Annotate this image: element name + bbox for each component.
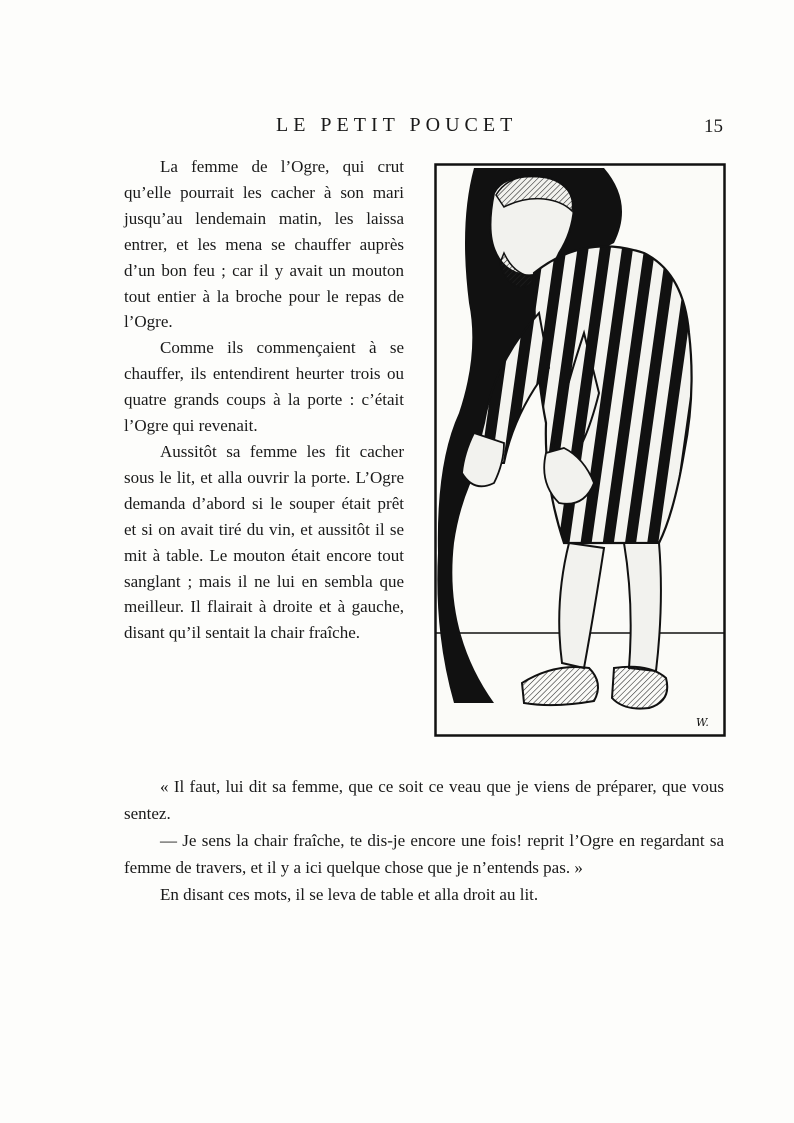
running-header: [0, 114, 794, 140]
running-title: LE PETIT POUCET: [276, 114, 518, 136]
paragraph: « Il faut, lui dit sa femme, que ce soit ce veau que je viens de préparer, que vous sentez.: [124, 777, 724, 823]
paragraph: Aussitôt sa femme les fit cacher sous le lit, et alla ouvrir la porte. L’Ogre demanda d’abord si le souper était prêt et si on avait tiré du vin, et aussitôt il se mit à table. Le mouton était encore tout sanglant ; mais il ne lui en sembla que meilleur. Il flairait à droite et à gauche, disant qu’il sentait la chair fraîche.: [124, 441, 404, 643]
paragraph: — Je sens la chair fraîche, te dis-je encore une fois! reprit l’Ogre en regardant sa femme de travers, et il y a ici quelque chose que je n’entends pas. »: [124, 831, 724, 877]
full-width-text: [124, 773, 724, 908]
ogre-drawing: [434, 163, 726, 737]
page-number: 15: [704, 116, 723, 137]
ogre-illustration: [434, 163, 726, 737]
paragraph: La femme de l’Ogre, qui crut qu’elle pourrait les cacher à son mari jusqu’au lendemain matin, les laissa entrer, et les mena se chauffer auprès d’un bon feu ; car il y avait un mouton tout entier à la broche pour le repas de l’Ogre.: [124, 157, 404, 332]
artist-monogram: W.: [696, 716, 709, 729]
paragraph: Comme ils commençaient à se chauffer, ils entendirent heurter trois ou quatre grands coups à la porte : c’était l’Ogre qui revenait.: [124, 338, 404, 436]
ogre-right-shoe: [612, 667, 667, 709]
ogre-right-leg: [624, 543, 661, 671]
paragraph: En disant ces mots, il se leva de table et alla droit au lit.: [160, 885, 539, 904]
narrow-text-column: [124, 154, 404, 646]
